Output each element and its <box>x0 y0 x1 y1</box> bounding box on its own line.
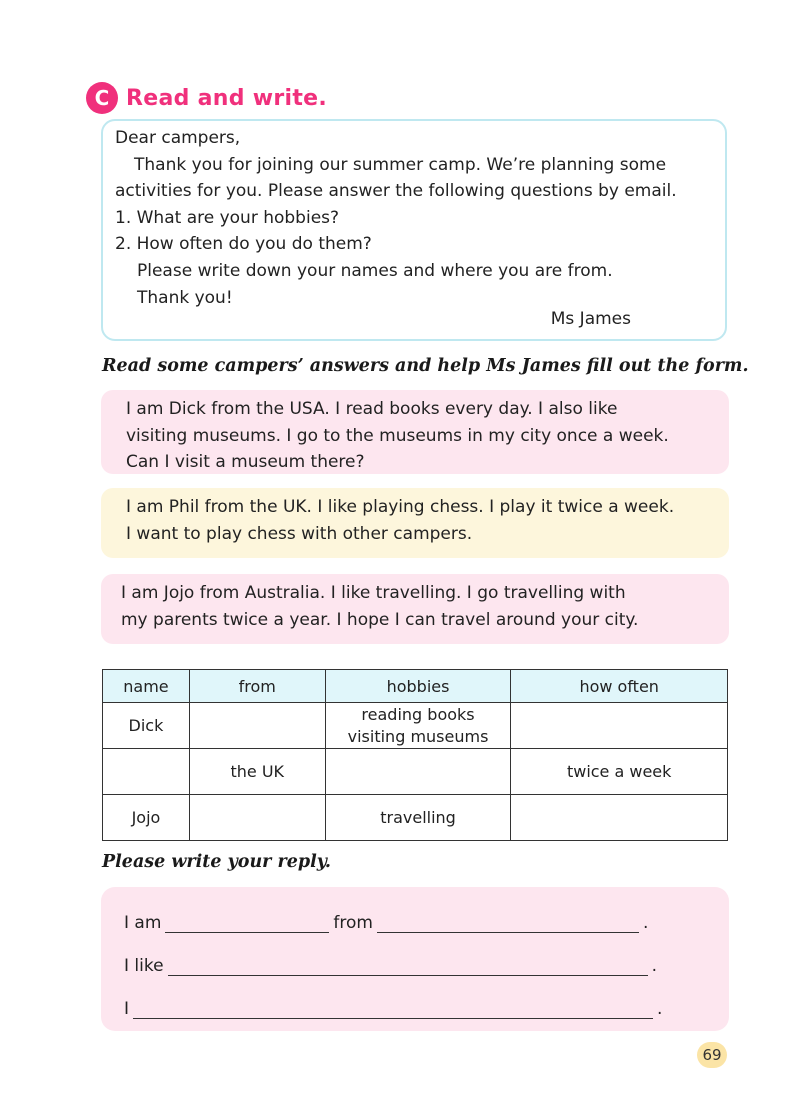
cell-how-often-blank[interactable] <box>511 703 728 749</box>
header-name: name <box>103 670 190 703</box>
answer-card-phil <box>101 488 729 558</box>
answer-line: Can I visit a museum there? <box>126 452 365 473</box>
cell-from-blank[interactable] <box>189 703 325 749</box>
period: . <box>657 999 663 1019</box>
cell-from-blank[interactable] <box>189 795 325 841</box>
answer-line: I am Jojo from Australia. I like travelling. I go travelling with <box>121 583 626 603</box>
table-header-row <box>103 670 728 703</box>
answer-line: I want to play chess with other campers. <box>126 523 473 544</box>
table-row <box>103 795 728 841</box>
cell-how-often: twice a week <box>511 749 728 795</box>
answer-line: my parents twice a year. I hope I can travel around your city. <box>121 609 639 630</box>
reply-instruction: Please write your reply. <box>102 852 331 872</box>
period: . <box>651 956 657 976</box>
reply-box <box>101 887 729 1031</box>
cell-hobbies-blank[interactable] <box>325 749 511 795</box>
period: . <box>642 913 649 933</box>
header-hobbies: hobbies <box>325 670 511 703</box>
cell-name: Jojo <box>103 795 190 841</box>
form-instruction: Read some campers’ answers and help Ms James fill out the form. <box>102 356 749 376</box>
page-number: 69 <box>697 1042 727 1068</box>
reply-label: I am <box>124 913 162 933</box>
reply-label: I <box>124 999 130 1019</box>
letter-line: Please write down your names and where you are from. <box>137 260 613 281</box>
from-blank[interactable] <box>377 915 639 933</box>
cell-hobbies: reading books visiting museums <box>325 703 511 749</box>
header-from: from <box>189 670 325 703</box>
name-blank[interactable] <box>165 915 329 933</box>
cell-name-blank[interactable] <box>103 749 190 795</box>
answer-card-jojo <box>101 574 729 644</box>
table-row <box>103 749 728 795</box>
letter-signature: Ms James <box>550 309 631 330</box>
cell-hobbies: travelling <box>325 795 511 841</box>
answer-line: visiting museums. I go to the museums in my city once a week. <box>126 425 669 446</box>
campers-form-table <box>102 669 728 841</box>
header-how-often: how often <box>511 670 728 703</box>
letter-box <box>101 119 727 341</box>
section-badge: C <box>86 82 118 114</box>
letter-question: 2. How often do you do them? <box>115 234 372 255</box>
reply-line-3 <box>124 999 662 1019</box>
cell-how-often-blank[interactable] <box>511 795 728 841</box>
letter-line: activities for you. Please answer the following questions by email. <box>115 181 677 202</box>
answer-card-dick <box>101 390 729 474</box>
answer-line: I am Dick from the USA. I read books every day. I also like <box>126 399 618 419</box>
section-title: Read and write. <box>126 85 328 111</box>
letter-line: Thank you for joining our summer camp. We’re planning some <box>134 154 667 175</box>
cell-name: Dick <box>103 703 190 749</box>
reply-label: I like <box>124 956 164 976</box>
cell-from: the UK <box>189 749 325 795</box>
reply-line-1 <box>124 913 648 933</box>
table-row <box>103 703 728 749</box>
letter-greeting: Dear campers, <box>115 128 241 148</box>
reply-line-2 <box>124 956 657 976</box>
letter-question: 1. What are your hobbies? <box>115 207 340 228</box>
answer-line: I am Phil from the UK. I like playing chess. I play it twice a week. <box>126 497 675 517</box>
section-heading <box>86 82 327 114</box>
hobby-blank[interactable] <box>168 958 648 976</box>
frequency-blank[interactable] <box>133 1001 653 1019</box>
letter-closing: Thank you! <box>137 287 233 308</box>
reply-label: from <box>333 913 373 933</box>
